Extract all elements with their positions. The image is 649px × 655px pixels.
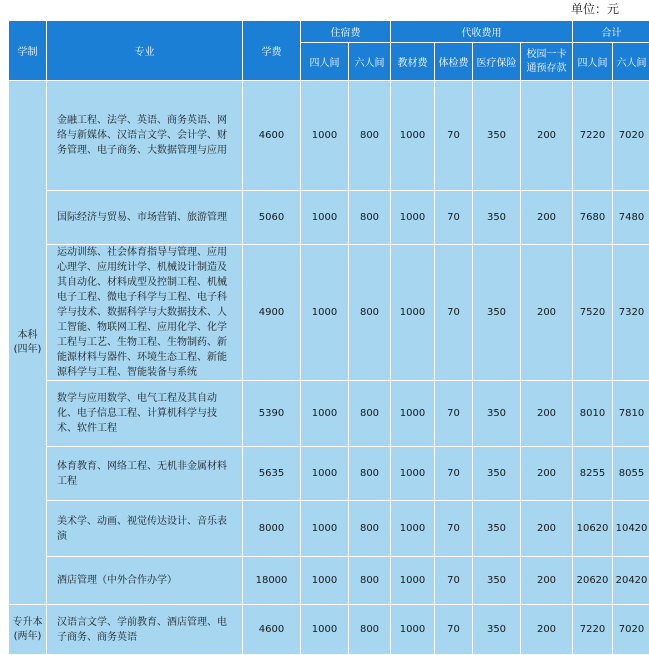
header-lodging: 住宿费 <box>301 21 391 43</box>
total6-cell: 8055 <box>613 447 649 501</box>
room4-cell: 1000 <box>301 245 349 381</box>
header-system: 学制 <box>9 21 47 81</box>
fee-table <box>8 20 649 655</box>
header-total: 合计 <box>573 21 649 43</box>
group-bachelor-line2: (四年) <box>9 343 46 357</box>
room6-cell: 800 <box>349 447 391 501</box>
header-room4: 四人间 <box>301 43 349 81</box>
total4-cell: 7220 <box>573 81 613 191</box>
major-cell: 汉语言文学、学前教育、酒店管理、电子商务、商务英语 <box>47 605 243 655</box>
table-row <box>9 381 649 447</box>
group-bachelor-line1: 本科 <box>9 329 46 343</box>
header-medical: 医疗保险 <box>473 43 521 81</box>
physical-cell: 70 <box>435 557 473 605</box>
group-upgrade <box>9 605 47 655</box>
header-campus-card-line2: 通预存款 <box>521 62 572 76</box>
header-total6: 六人间 <box>613 43 649 81</box>
room6-cell: 800 <box>349 605 391 655</box>
room6-cell: 800 <box>349 191 391 245</box>
textbook-cell: 1000 <box>391 245 435 381</box>
table-row <box>9 447 649 501</box>
room6-cell: 800 <box>349 501 391 557</box>
card-cell: 200 <box>521 501 573 557</box>
total4-cell: 7680 <box>573 191 613 245</box>
group-bachelor <box>9 81 47 605</box>
table-row <box>9 191 649 245</box>
table-row <box>9 605 649 655</box>
table-row <box>9 501 649 557</box>
physical-cell: 70 <box>435 191 473 245</box>
table-row <box>9 557 649 605</box>
card-cell: 200 <box>521 245 573 381</box>
header-campus-card <box>521 43 573 81</box>
tuition-cell: 5635 <box>243 447 301 501</box>
total6-cell: 20420 <box>613 557 649 605</box>
header-textbook: 教材费 <box>391 43 435 81</box>
table-row <box>9 81 649 191</box>
room4-cell: 1000 <box>301 81 349 191</box>
table-row <box>9 245 649 381</box>
tuition-cell: 18000 <box>243 557 301 605</box>
physical-cell: 70 <box>435 381 473 447</box>
total6-cell: 7020 <box>613 81 649 191</box>
major-cell: 酒店管理（中外合作办学） <box>47 557 243 605</box>
textbook-cell: 1000 <box>391 605 435 655</box>
room6-cell: 800 <box>349 245 391 381</box>
textbook-cell: 1000 <box>391 81 435 191</box>
card-cell: 200 <box>521 191 573 245</box>
total4-cell: 8255 <box>573 447 613 501</box>
textbook-cell: 1000 <box>391 447 435 501</box>
major-cell: 国际经济与贸易、市场营销、旅游管理 <box>47 191 243 245</box>
header-row-1 <box>9 21 649 43</box>
major-cell: 数学与应用数学、电气工程及其自动化、电子信息工程、计算机科学与技术、软件工程 <box>47 381 243 447</box>
medical-cell: 350 <box>473 605 521 655</box>
room4-cell: 1000 <box>301 191 349 245</box>
physical-cell: 70 <box>435 447 473 501</box>
medical-cell: 350 <box>473 557 521 605</box>
room4-cell: 1000 <box>301 447 349 501</box>
total4-cell: 10620 <box>573 501 613 557</box>
physical-cell: 70 <box>435 245 473 381</box>
major-cell: 体育教育、网络工程、无机非金属材料工程 <box>47 447 243 501</box>
medical-cell: 350 <box>473 245 521 381</box>
textbook-cell: 1000 <box>391 191 435 245</box>
major-cell: 美术学、动画、视觉传达设计、音乐表演 <box>47 501 243 557</box>
textbook-cell: 1000 <box>391 501 435 557</box>
group-upgrade-line1: 专升本 <box>9 616 46 630</box>
room6-cell: 800 <box>349 557 391 605</box>
header-tuition: 学费 <box>243 21 301 81</box>
card-cell: 200 <box>521 557 573 605</box>
total6-cell: 7320 <box>613 245 649 381</box>
major-cell: 金融工程、法学、英语、商务英语、网络与新媒体、汉语言文学、会计学、财务管理、电子商务、大数据管理与应用 <box>47 81 243 191</box>
group-upgrade-line2: (两年) <box>9 630 46 644</box>
medical-cell: 350 <box>473 501 521 557</box>
textbook-cell: 1000 <box>391 557 435 605</box>
room6-cell: 800 <box>349 81 391 191</box>
medical-cell: 350 <box>473 191 521 245</box>
card-cell: 200 <box>521 605 573 655</box>
room4-cell: 1000 <box>301 381 349 447</box>
room4-cell: 1000 <box>301 557 349 605</box>
total6-cell: 7020 <box>613 605 649 655</box>
major-cell: 运动训练、社会体育指导与管理、应用心理学、应用统计学、机械设计制造及其自动化、材料成型及控制工程、机械电子工程、微电子科学与工程、电子科学与技术、数据科学与大数据技术、人工智能、物联网工程、应用化学、化学工程与工艺、生物工程、生物制药、新能源材料与器件、环境生态工程、新能源科学与工程、智能装备与系统 <box>47 245 243 381</box>
header-total4: 四人间 <box>573 43 613 81</box>
physical-cell: 70 <box>435 605 473 655</box>
medical-cell: 350 <box>473 447 521 501</box>
textbook-cell: 1000 <box>391 381 435 447</box>
tuition-cell: 4900 <box>243 245 301 381</box>
total4-cell: 7520 <box>573 245 613 381</box>
total6-cell: 10420 <box>613 501 649 557</box>
header-physical: 体检费 <box>435 43 473 81</box>
tuition-cell: 4600 <box>243 605 301 655</box>
card-cell: 200 <box>521 81 573 191</box>
physical-cell: 70 <box>435 501 473 557</box>
tuition-cell: 4600 <box>243 81 301 191</box>
room6-cell: 800 <box>349 381 391 447</box>
medical-cell: 350 <box>473 381 521 447</box>
header-campus-card-line1: 校园一卡 <box>521 48 572 62</box>
room4-cell: 1000 <box>301 501 349 557</box>
tuition-cell: 8000 <box>243 501 301 557</box>
header-room6: 六人间 <box>349 43 391 81</box>
total4-cell: 7220 <box>573 605 613 655</box>
medical-cell: 350 <box>473 81 521 191</box>
total4-cell: 20620 <box>573 557 613 605</box>
total6-cell: 7810 <box>613 381 649 447</box>
tuition-cell: 5060 <box>243 191 301 245</box>
room4-cell: 1000 <box>301 605 349 655</box>
total4-cell: 8010 <box>573 381 613 447</box>
header-major: 专业 <box>47 21 243 81</box>
header-agency: 代收费用 <box>391 21 573 43</box>
unit-label: 单位：元 <box>571 0 619 18</box>
card-cell: 200 <box>521 447 573 501</box>
physical-cell: 70 <box>435 81 473 191</box>
card-cell: 200 <box>521 381 573 447</box>
tuition-cell: 5390 <box>243 381 301 447</box>
total6-cell: 7480 <box>613 191 649 245</box>
